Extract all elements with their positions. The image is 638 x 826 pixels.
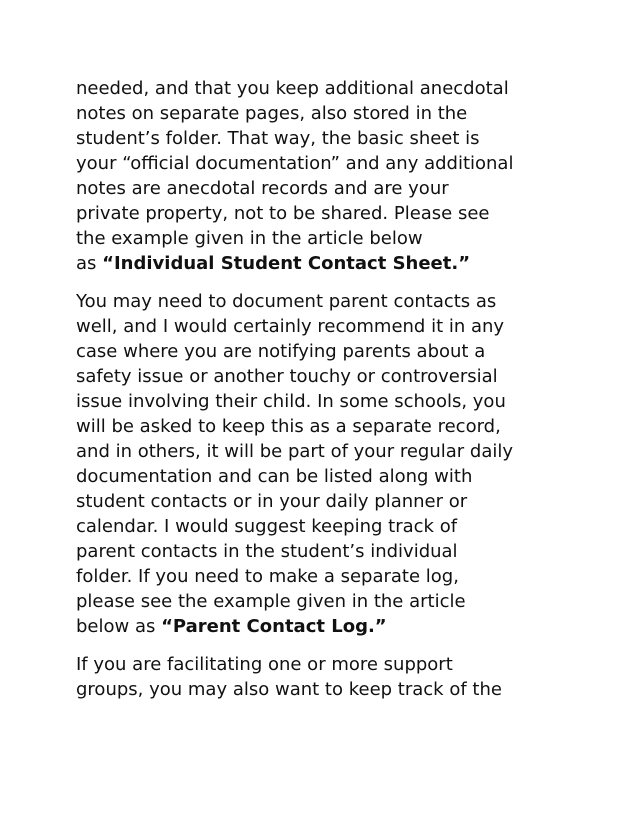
text-line: groups, you may also want to keep track of the (76, 679, 502, 700)
document-page (76, 76, 576, 715)
text-line: issue involving their child. In some schools, you (76, 391, 506, 412)
text-line (76, 614, 576, 639)
text-line: safety issue or another touchy or controversial (76, 366, 498, 387)
text-line (76, 251, 576, 276)
line-prefix: as (76, 253, 103, 274)
paragraph-1 (76, 76, 576, 276)
text-line: You may need to document parent contacts as (76, 291, 497, 312)
paragraph-3 (76, 652, 576, 702)
text-line: will be asked to keep this as a separate record, (76, 416, 501, 437)
text-line: the example given in the article below (76, 228, 423, 249)
text-line: student contacts or in your daily planner or (76, 491, 468, 512)
text-line: folder. If you need to make a separate log, (76, 566, 459, 587)
text-line: If you are facilitating one or more support (76, 654, 453, 675)
text-line: please see the example given in the article (76, 591, 466, 612)
text-line: student’s folder. That way, the basic sheet is (76, 128, 480, 149)
text-line: documentation and can be listed along with (76, 466, 473, 487)
text-line: and in others, it will be part of your regular daily (76, 441, 514, 462)
text-line: private property, not to be shared. Please see (76, 203, 490, 224)
bold-title-individual-student-contact-sheet: “Individual Student Contact Sheet.” (102, 253, 471, 274)
text-line: needed, and that you keep additional anecdotal (76, 78, 509, 99)
text-line: case where you are notifying parents about a (76, 341, 486, 362)
paragraph-2 (76, 289, 576, 639)
text-line: notes are anecdotal records and are your (76, 178, 449, 199)
text-line: calendar. I would suggest keeping track of (76, 516, 458, 537)
line-prefix: below as (76, 616, 162, 637)
text-line: parent contacts in the student’s individual (76, 541, 458, 562)
text-line: your “official documentation” and any additional (76, 153, 514, 174)
text-line: notes on separate pages, also stored in the (76, 103, 468, 124)
text-line: well, and I would certainly recommend it in any (76, 316, 505, 337)
bold-title-parent-contact-log: “Parent Contact Log.” (161, 616, 387, 637)
